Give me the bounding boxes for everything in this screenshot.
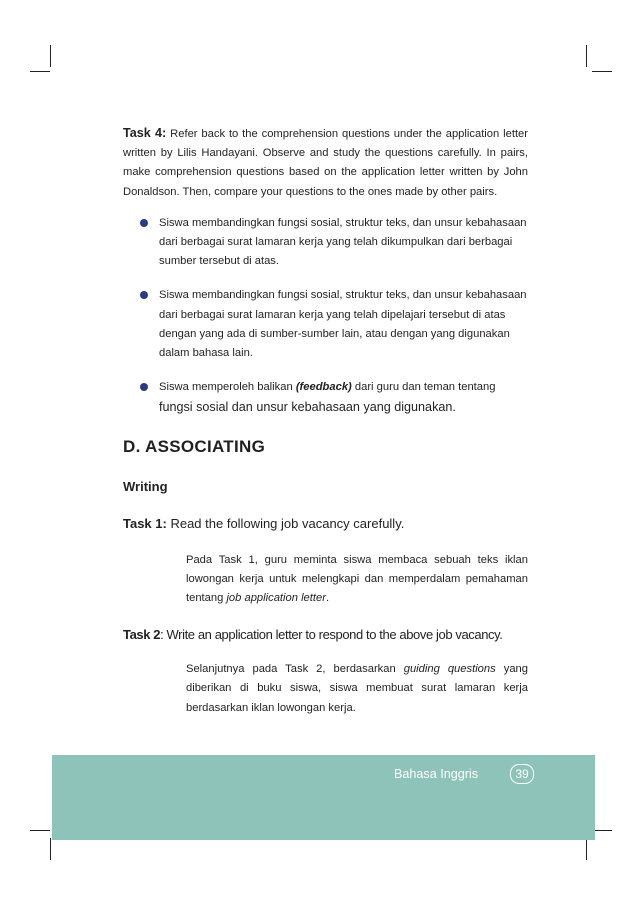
crop-mark: [586, 838, 587, 860]
page-content: [123, 124, 528, 718]
page-footer: [52, 755, 595, 840]
feedback-term: (feedback): [295, 381, 352, 394]
crop-mark: [30, 71, 50, 72]
bullet-list: [123, 214, 528, 419]
task1-note: Pada Task 1, guru meminta siswa membaca sebuah teks iklan lowongan kerja untuk melengkapi dan memperdalam pemahaman tentang job application letter.: [186, 553, 528, 605]
list-item: Siswa memperoleh balikan (feedback) dari guru dan teman tentang fungsi sosial dan unsur kebahasaan yang digunakan.: [123, 378, 528, 418]
list-item: Siswa membandingkan fungsi sosial, struktur teks, dan unsur kebahasaan dari berbagai surat lamaran kerja yang telah dikumpulkan dari berbagai sumber tersebut di atas.: [123, 214, 528, 272]
bullet-icon: [140, 383, 148, 391]
page-number: 39: [510, 764, 534, 784]
bullet-icon: [140, 219, 148, 227]
crop-mark: [50, 838, 51, 860]
crop-mark: [592, 71, 612, 72]
task4-label: Task 4:: [123, 126, 167, 140]
task1-paragraph: Task 1: Read the following job vacancy carefully.: [123, 515, 405, 531]
task2-label: Task 2: [123, 626, 161, 642]
bullet-icon: [140, 291, 148, 299]
list-item: Siswa membandingkan fungsi sosial, struktur teks, dan unsur kebahasaan dari berbagai surat lamaran kerja yang telah dipelajari tersebut di atas dengan yang ada di sumber-sumber lain, atau dengan yang digunakan dalam bahasa lain.: [123, 286, 528, 363]
crop-mark: [592, 830, 612, 831]
subsection-title: Writing: [123, 478, 168, 494]
task2-note: Selanjutnya pada Task 2, berdasarkan guiding questions yang diberikan di buku siswa, siswa membuat surat lamaran kerja berdasarkan iklan lowongan kerja.: [186, 662, 528, 714]
crop-mark: [50, 45, 51, 67]
book-title: Bahasa Inggris: [394, 767, 479, 781]
task4-paragraph: [123, 124, 528, 202]
task4-text: Refer back to the comprehension questions under the application letter written by Lilis Handayani. Observe and study the questions carefully. In pairs, make comprehension questions based on the application letter written by John Donaldson. Then, compare your questions to the ones made by other pairs.: [123, 128, 528, 198]
crop-mark: [30, 830, 50, 831]
crop-mark: [586, 45, 587, 67]
task2-paragraph: Task 2: Write an application letter to respond to the above job vacancy.: [123, 626, 503, 642]
task1-label: Task 1:: [123, 515, 167, 531]
section-title: D. ASSOCIATING: [123, 436, 266, 456]
